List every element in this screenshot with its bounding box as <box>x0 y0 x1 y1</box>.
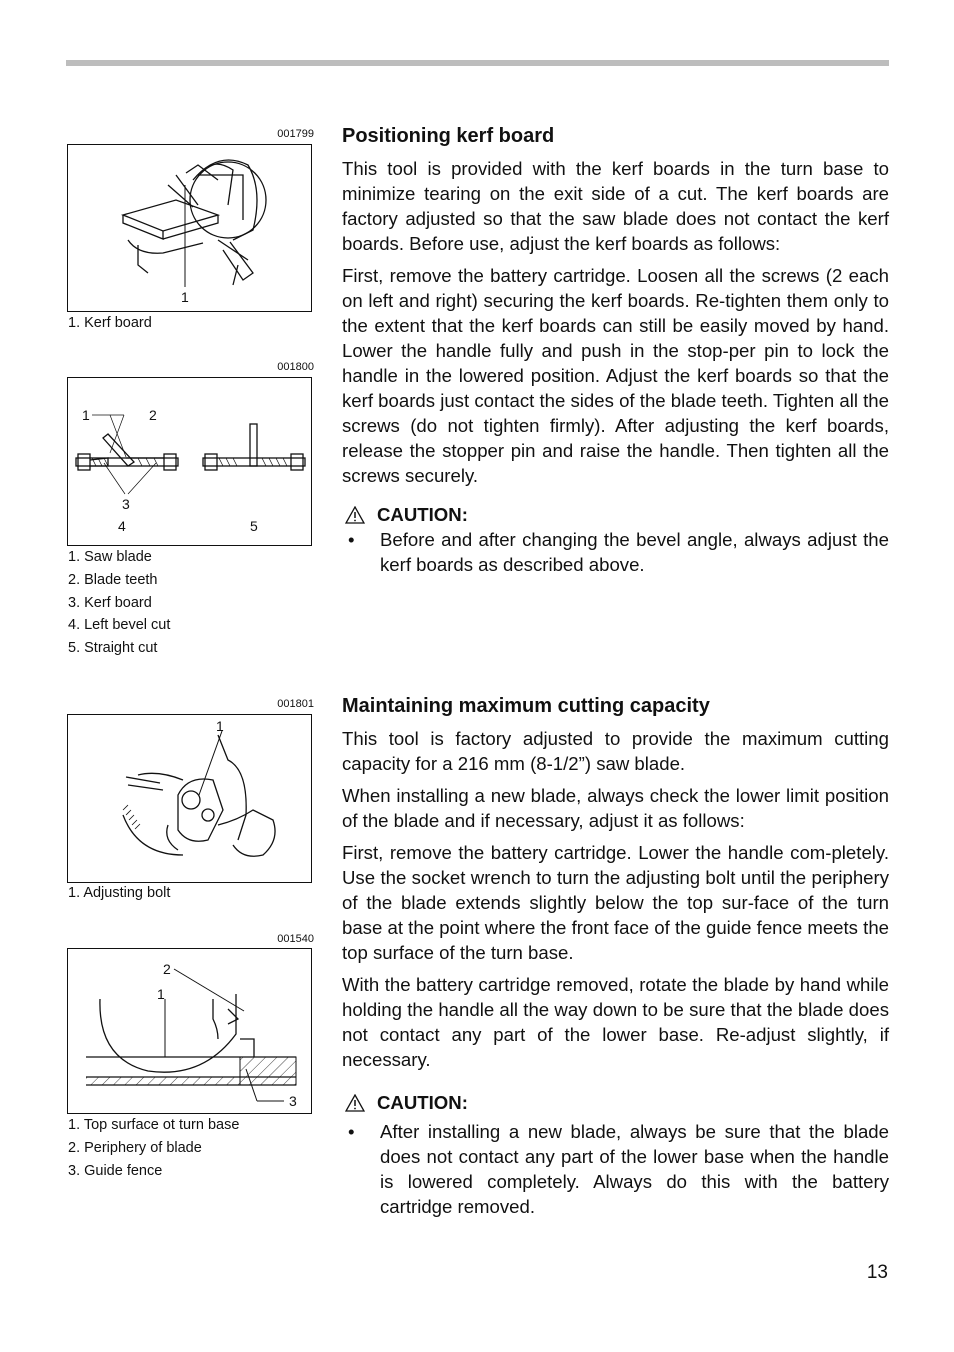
legend-item: 2. Blade teeth <box>68 571 158 588</box>
callout-1: 1 <box>157 986 165 1002</box>
caution-label: CAUTION: <box>377 1092 468 1113</box>
adjusting-bolt-illustration <box>68 715 313 884</box>
miter-saw-illustration <box>68 145 313 313</box>
caution-heading <box>342 502 889 527</box>
figure-kerf-positions <box>67 377 312 546</box>
section-positioning-kerf-board <box>342 122 889 577</box>
legend-item: 3. Kerf board <box>68 594 152 611</box>
paragraph: First, remove the battery cartridge. Loosen all the screws (2 each on left and right) securing the kerf boards. Re-tighten them only to the extent that the kerf boards can still be easily moved by hand. Lower the handle fully and push in the stop-per pin to lock the handle in the lowered position. Adjust the kerf boards so that the kerf boards just contact the sides of the blade teeth. Tighten all the screws (do not tighten firmly). After adjusting the kerf boards, release the stopper pin and raise the handle. Then tighten all the screws securely. <box>342 265 889 486</box>
section-title: Maintaining maximum cutting capacity <box>342 695 710 717</box>
figure-code: 001799 <box>277 128 314 140</box>
caution-heading <box>342 1090 889 1115</box>
section-maintaining-cutting-capacity <box>342 692 889 1219</box>
paragraph: When installing a new blade, always check the lower limit position of the blade and if necessary, adjust it as follows: <box>342 785 889 831</box>
figure-legend <box>68 1114 239 1182</box>
callout-1: 1 <box>216 718 224 734</box>
caution-bullet-item <box>342 527 889 577</box>
figure-legend <box>68 312 152 335</box>
figure-code: 001800 <box>277 361 314 373</box>
caution-text: Before and after changing the bevel angle, always adjust the kerf boards as described above. <box>380 529 889 575</box>
bullet-marker: • <box>348 1121 355 1142</box>
callout-3: 3 <box>289 1093 297 1109</box>
paragraph: First, remove the battery cartridge. Lower the handle com-pletely. Use the socket wrench to turn the adjusting bolt until the periphery of the blade extends slightly below the top sur-face of the turn base at the point where the front face of the guide fence meets the top surface of the turn base. <box>342 842 889 963</box>
callout-2: 2 <box>149 407 157 423</box>
callout-1: 1 <box>82 407 90 423</box>
legend-item: 5. Straight cut <box>68 640 158 657</box>
bullet-marker: • <box>348 529 355 550</box>
page-number: 13 <box>866 1262 888 1283</box>
callout-5: 5 <box>250 518 258 534</box>
caution-label: CAUTION: <box>377 504 468 525</box>
caution-text: After installing a new blade, always be sure that the blade does not contact any part of the lower base when the handle is lowered completely. Always do this with the battery cartridge removed. <box>380 1121 889 1217</box>
paragraph: With the battery cartridge removed, rotate the blade by hand while holding the handle all the way down to be sure that the blade does not contact any part of the lower base. Re-adjust slightly, if necessary. <box>342 974 889 1070</box>
callout-3: 3 <box>122 496 130 512</box>
legend-item: 3. Guide fence <box>68 1162 163 1179</box>
figure-adjusting-bolt <box>67 714 312 883</box>
figure-blade-periphery <box>67 948 312 1114</box>
paragraph: This tool is provided with the kerf boards in the turn base to minimize tearing on the exit side of a cut. The kerf boards are factory adjusted so that the saw blade does not contact the kerf boards. Before use, adjust the kerf boards as follows: <box>342 158 889 254</box>
kerf-section-diagram <box>68 378 313 547</box>
legend-item: 1. Kerf board <box>68 315 152 331</box>
figure-legend <box>68 546 170 660</box>
warning-triangle-icon <box>345 506 365 524</box>
legend-item: 1. Top surface ot turn base <box>68 1117 240 1133</box>
caution-bullet-item <box>342 1119 889 1219</box>
top-rule <box>66 60 889 66</box>
callout-1: 1 <box>181 289 189 305</box>
legend-item: 4. Left bevel cut <box>68 617 171 634</box>
callout-4: 4 <box>118 518 126 534</box>
warning-triangle-icon <box>345 1094 365 1112</box>
legend-item: 2. Periphery of blade <box>68 1139 202 1156</box>
figure-code: 001540 <box>277 933 314 945</box>
figure-kerf-board <box>67 144 312 312</box>
blade-fence-section-diagram <box>68 949 313 1115</box>
legend-item: 1. Adjusting bolt <box>68 885 171 901</box>
section-title: Positioning kerf board <box>342 125 555 147</box>
figure-legend <box>68 882 170 905</box>
paragraph: This tool is factory adjusted to provide the maximum cutting capacity for a 216 mm (8-1/2”) saw blade. <box>342 728 889 774</box>
callout-2: 2 <box>163 961 171 977</box>
figure-code: 001801 <box>277 698 314 710</box>
legend-item: 1. Saw blade <box>68 549 152 565</box>
